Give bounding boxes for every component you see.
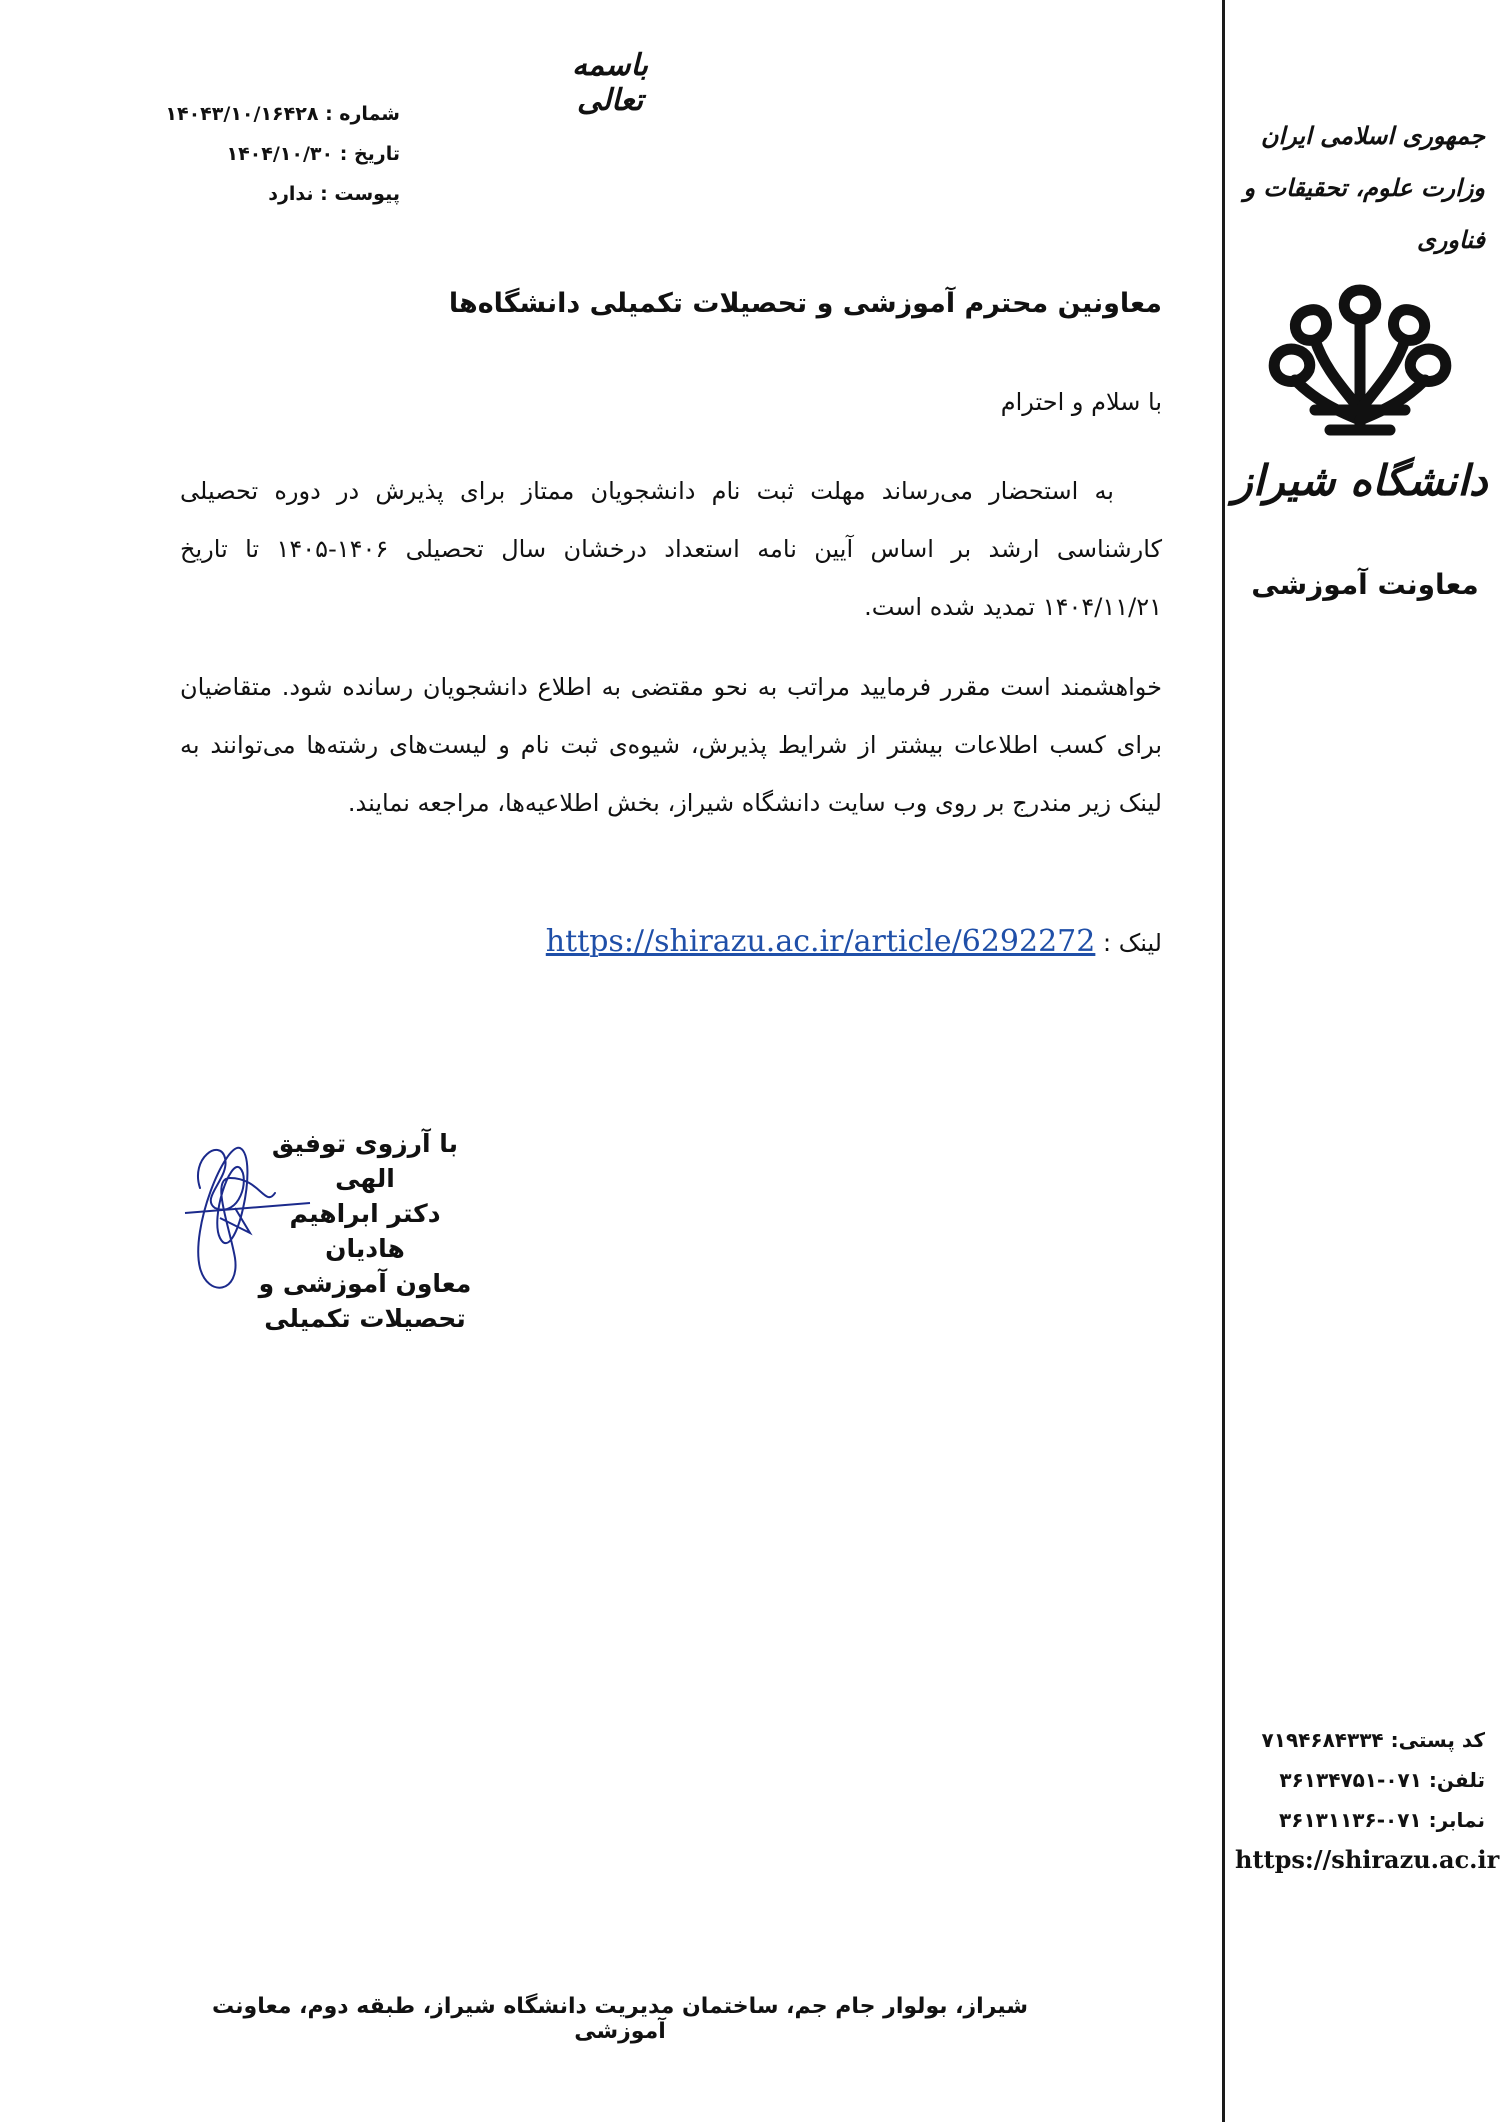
- attachment-label: پیوست :: [320, 183, 400, 205]
- signature-block: [250, 1126, 480, 1336]
- gov-line-2: وزارت علوم، تحقیقات و فناوری: [1243, 173, 1485, 254]
- postal-code: [1235, 1720, 1485, 1760]
- gov-line-1: جمهوری اسلامی ایران: [1260, 121, 1485, 150]
- signature-line-1: با آرزوی توفیق الهی: [271, 1129, 459, 1193]
- fax-label: نمابر:: [1428, 1808, 1485, 1832]
- signature-line-2: دکتر ابراهیم هادیان: [289, 1199, 441, 1263]
- date-label: تاریخ :: [339, 143, 400, 165]
- letter-number: [150, 94, 400, 134]
- postal-label: کد پستی:: [1390, 1728, 1485, 1752]
- fax: [1235, 1800, 1485, 1840]
- body-paragraph-1: به استحضار می‌رساند مهلت ثبت نام دانشجویان ممتاز برای پذیرش در دوره تحصیلی کارشناسی ارشد بر اساس آیین نامه استعداد درخشان سال تحصیلی ۱۴۰۶-۱۴۰۵ تا تاریخ ۱۴۰۴/۱۱/۲۱ تمدید شده است.: [180, 477, 1162, 621]
- greeting: با سلام و احترام: [1000, 388, 1162, 416]
- postal-value: ۷۱۹۴۶۸۴۳۳۴: [1261, 1728, 1384, 1752]
- phone-label: تلفن:: [1428, 1768, 1485, 1792]
- government-header: [1240, 110, 1485, 266]
- signature-line-3: معاون آموزشی و: [258, 1269, 472, 1298]
- cypress-tree-icon: [1232, 270, 1488, 510]
- fax-value: ۰۷۱-۳۶۱۳۱۱۳۶: [1279, 1808, 1422, 1832]
- signature-line-4: تحصیلات تکمیلی: [264, 1304, 466, 1333]
- phone: [1235, 1760, 1485, 1800]
- phone-value: ۰۷۱-۳۶۱۳۴۷۵۱: [1279, 1768, 1422, 1792]
- contact-info: [1235, 1720, 1500, 1880]
- website-link[interactable]: https://shirazu.ac.ir: [1235, 1845, 1500, 1874]
- logo-wordmark: دانشگاه شیراز: [1232, 456, 1488, 505]
- link-label: لینک :: [1103, 929, 1162, 957]
- attachment-value: ندارد: [268, 183, 314, 205]
- university-logo: [1232, 270, 1488, 510]
- number-label: شماره :: [325, 103, 400, 125]
- vertical-divider: [1222, 0, 1225, 2122]
- link-line: [180, 924, 1162, 959]
- letter-attachment: [150, 174, 400, 214]
- deputy-title: معاونت آموزشی: [1251, 568, 1479, 601]
- letter-meta: [150, 94, 400, 214]
- date-value: ۱۴۰۴/۱۰/۳۰: [226, 143, 334, 165]
- recipient-line: معاونین محترم آموزشی و تحصیلات تکمیلی دانشگاه‌ها: [448, 288, 1162, 319]
- basmala-heading: باسمه تعالی: [571, 48, 649, 118]
- letter-date: [150, 134, 400, 174]
- footer-address: شیراز، بولوار جام جم، ساختمان مدیریت دانشگاه شیراز، طبقه دوم، معاونت آموزشی: [211, 1994, 1029, 2044]
- body-paragraph-2: خواهشمند است مقرر فرمایید مراتب به نحو مقتضی به اطلاع دانشجویان رسانده شود. متقاضیان برای کسب اطلاعات بیشتر از شرایط پذیرش، شیوه‌ی ثبت نام و لیست‌های رشته‌ها می‌توانند به لینک زیر مندرج بر روی وب سایت دانشگاه شیراز، بخش اطلاعیه‌ها، مراجعه نمایند.: [180, 673, 1162, 817]
- article-link[interactable]: https://shirazu.ac.ir/article/6292272: [545, 924, 1096, 959]
- number-value: ۱۴۰۴۳/۱۰/۱۶۴۲۸: [165, 103, 319, 125]
